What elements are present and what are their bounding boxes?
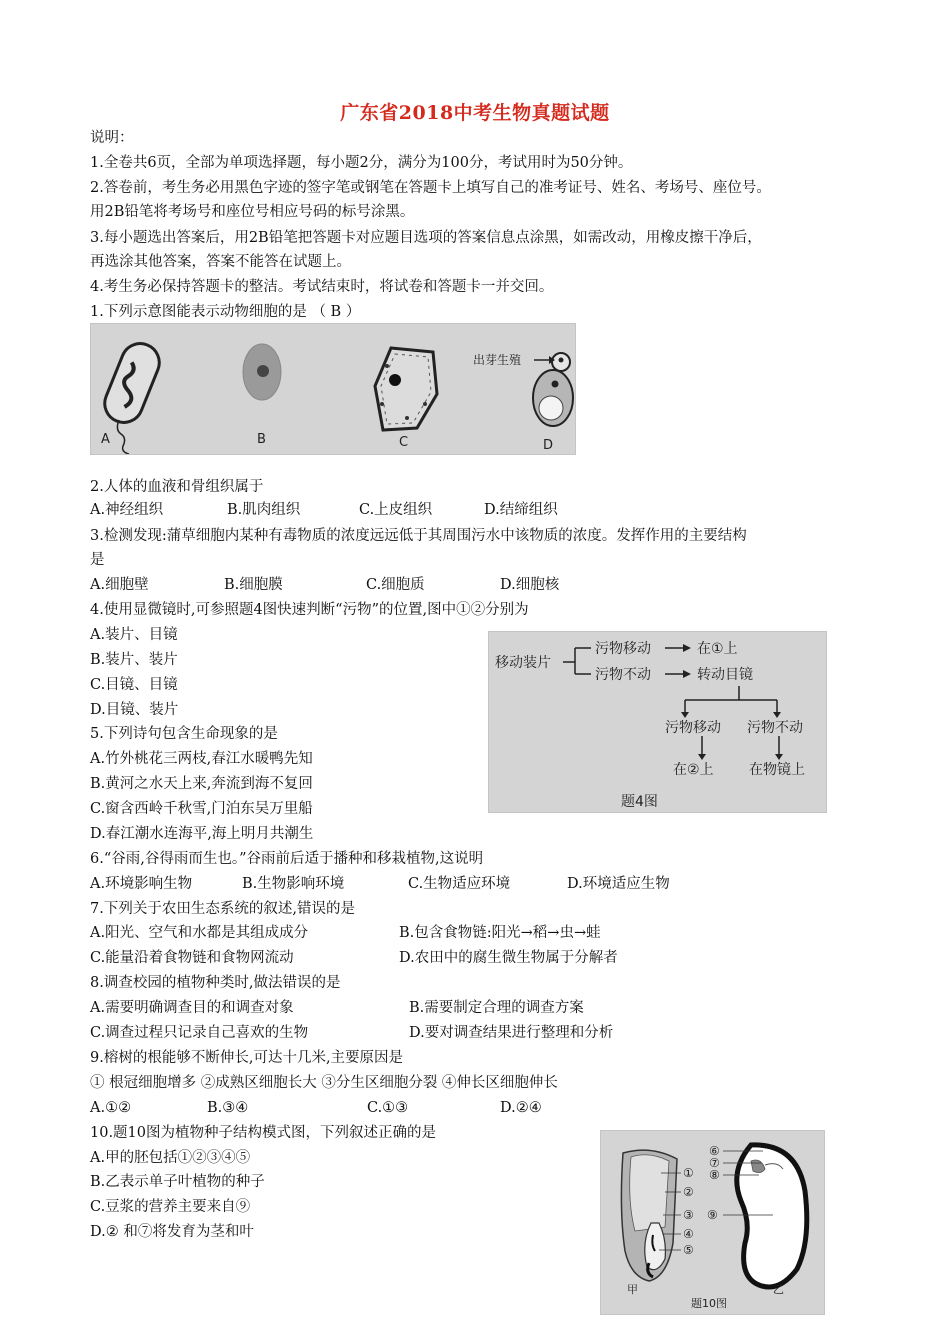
q8-stem: 8.调查校园的植物种类时,做法错误的是 (90, 975, 341, 991)
q9-facts: ① 根冠细胞增多 ②成熟区细胞长大 ③分生区细胞分裂 ④伸长区细胞伸长 (90, 1075, 558, 1091)
q6-option-a: A.环境影响生物 (90, 876, 193, 892)
q3-option-a: A.细胞壁 (90, 577, 149, 593)
instruction-3a: 3.每小题选出答案后，用2B铅笔把答题卡对应题目选项的答案信息点涂黑，如需改动，用橡皮擦干净后， (90, 230, 762, 246)
q10-seed-figure (600, 1130, 825, 1315)
label-jia: 甲 (627, 1283, 638, 1296)
q2-option-b: B.肌肉组织 (227, 502, 301, 518)
q7-option-b: B.包含食物链:阳光→稻→虫→蛙 (399, 925, 601, 941)
q7-stem: 7.下列关于农田生态系统的叙述,错误的是 (90, 901, 355, 917)
q5-stem: 5.下列诗句包含生命现象的是 (90, 726, 278, 742)
seed-num-8: ⑧ (709, 1168, 720, 1182)
q4-option-a: A.装片、目镜 (90, 627, 178, 643)
instructions-heading: 说明： (90, 130, 134, 146)
q3-option-b: B.细胞膜 (224, 577, 283, 593)
q8-option-c: C.调查过程只记录自己喜欢的生物 (90, 1025, 309, 1041)
label-yi: 乙 (773, 1283, 784, 1296)
q3-stem-cont: 是 (90, 552, 105, 568)
seed-num-9: ⑨ (707, 1208, 718, 1222)
flow-on-objective: 在物镜上 (749, 762, 805, 778)
fig-label-c: C (399, 435, 409, 450)
yeast-budding-diagram (533, 353, 573, 426)
q4-option-b: B.装片、装片 (90, 652, 178, 668)
bean-seed-diagram (737, 1145, 807, 1287)
q9-option-a: A.①② (90, 1100, 132, 1116)
q2-option-a: A.神经组织 (90, 502, 164, 518)
q9-option-b: B.③④ (207, 1100, 249, 1116)
flow-move-slide: 移动装片 (495, 655, 551, 671)
seed-num-6: ⑥ (709, 1144, 720, 1158)
q10-option-d: D.② 和⑦将发育为茎和叶 (90, 1224, 254, 1240)
q10-stem: 10.题10图为植物种子结构模式图，下列叙述正确的是 (90, 1125, 437, 1141)
fig-label-b: B (257, 432, 266, 447)
plant-cell-diagram (375, 348, 437, 430)
budding-label: 出芽生殖 (473, 353, 522, 367)
fig10-caption: 题10图 (691, 1297, 727, 1310)
q3-stem: 3.检测发现:蒲草细胞内某种有毒物质的浓度远远低于其周围污水中该物质的浓度。发挥作用的主要结构 (90, 528, 747, 544)
seed-num-4: ④ (683, 1227, 694, 1241)
q4-flow-figure (488, 631, 827, 813)
q7-option-d: D.农田中的腐生微生物属于分解者 (399, 950, 618, 966)
flow-dirt-still: 污物不动 (595, 667, 651, 683)
flow-dirt-moves-2: 污物移动 (665, 720, 721, 736)
q5-option-d: D.春江潮水连海平,海上明月共潮生 (90, 826, 314, 842)
fig-label-d: D (543, 438, 554, 453)
q7-option-a: A.阳光、空气和水都是其组成成分 (90, 925, 309, 941)
instruction-2a: 2.答卷前，考生务必用黑色字迹的签字笔或钢笔在答题卡上填写自己的准考证号、姓名、考场号、座位号。 (90, 180, 771, 196)
seed-num-7: ⑦ (709, 1156, 720, 1170)
instruction-2b: 用2B铅笔将考场号和座位号相应号码的标号涂黑。 (90, 204, 415, 220)
q10-option-b: B.乙表示单子叶植物的种子 (90, 1174, 265, 1190)
instruction-1: 1.全卷共6页，全部为单项选择题，每小题2分，满分为100分，考试用时为50分钟。 (90, 155, 633, 171)
q9-option-c: C.①③ (367, 1100, 409, 1116)
q6-option-d: D.环境适应生物 (567, 876, 670, 892)
q5-option-a: A.竹外桃花三两枝,春江水暖鸭先知 (90, 751, 313, 767)
q8-option-a: A.需要明确调查目的和调查对象 (90, 1000, 294, 1016)
flow-on-2: 在②上 (673, 762, 714, 778)
flow-turn-eyepiece: 转动目镜 (697, 667, 753, 683)
seed-num-5: ⑤ (683, 1243, 694, 1257)
q2-option-d: D.结缔组织 (484, 502, 558, 518)
flow-dirt-still-2: 污物不动 (747, 720, 803, 736)
q8-option-d: D.要对调查结果进行整理和分析 (409, 1025, 614, 1041)
flow-on-1: 在①上 (697, 641, 738, 657)
q9-option-d: D.②④ (500, 1100, 542, 1116)
seed-num-2: ② (683, 1185, 694, 1199)
q2-stem: 2.人体的血液和骨组织属于 (90, 479, 264, 495)
fig4-caption: 题4图 (621, 794, 658, 810)
seed-num-1: ① (683, 1166, 694, 1180)
q6-option-b: B.生物影响环境 (242, 876, 345, 892)
q4-option-c: C.目镜、目镜 (90, 677, 178, 693)
instruction-3b: 再选涂其他答案，答案不能答在试题上。 (90, 254, 351, 270)
q8-option-b: B.需要制定合理的调查方案 (409, 1000, 584, 1016)
q10-option-c: C.豆浆的营养主要来自⑨ (90, 1199, 251, 1215)
q6-option-c: C.生物适应环境 (408, 876, 511, 892)
corn-seed-diagram (621, 1150, 677, 1281)
fig-label-a: A (101, 432, 110, 447)
instruction-4: 4.考生务必保持答题卡的整洁。考试结束时，将试卷和答题卡一并交回。 (90, 279, 554, 295)
seed-num-3: ③ (683, 1208, 694, 1222)
animal-cell-diagram (243, 344, 281, 400)
q5-option-c: C.窗含西岭千秋雪,门泊东吴万里船 (90, 801, 313, 817)
q1-stem: 1.下列示意图能表示动物细胞的是 （ B ） (90, 304, 361, 320)
q10-option-a: A.甲的胚包括①②③④⑤ (90, 1150, 251, 1166)
page-title: 广东省2018中考生物真题试题 (340, 102, 610, 124)
q2-option-c: C.上皮组织 (359, 502, 433, 518)
q1-figure (90, 323, 576, 455)
q4-option-d: D.目镜、装片 (90, 702, 179, 718)
q3-option-d: D.细胞核 (500, 577, 560, 593)
flow-dirt-moves: 污物移动 (595, 641, 651, 657)
q3-option-c: C.细胞质 (366, 577, 425, 593)
q9-stem: 9.榕树的根能够不断伸长,可达十几米,主要原因是 (90, 1050, 404, 1066)
q7-option-c: C.能量沿着食物链和食物网流动 (90, 950, 294, 966)
q4-stem: 4.使用显微镜时,可参照题4图快速判断“污物”的位置,图中①②分别为 (90, 602, 529, 618)
q6-stem: 6.“谷雨,谷得雨而生也。”谷雨前后适于播种和移栽植物,这说明 (90, 851, 484, 867)
q5-option-b: B.黄河之水天上来,奔流到海不复回 (90, 776, 313, 792)
